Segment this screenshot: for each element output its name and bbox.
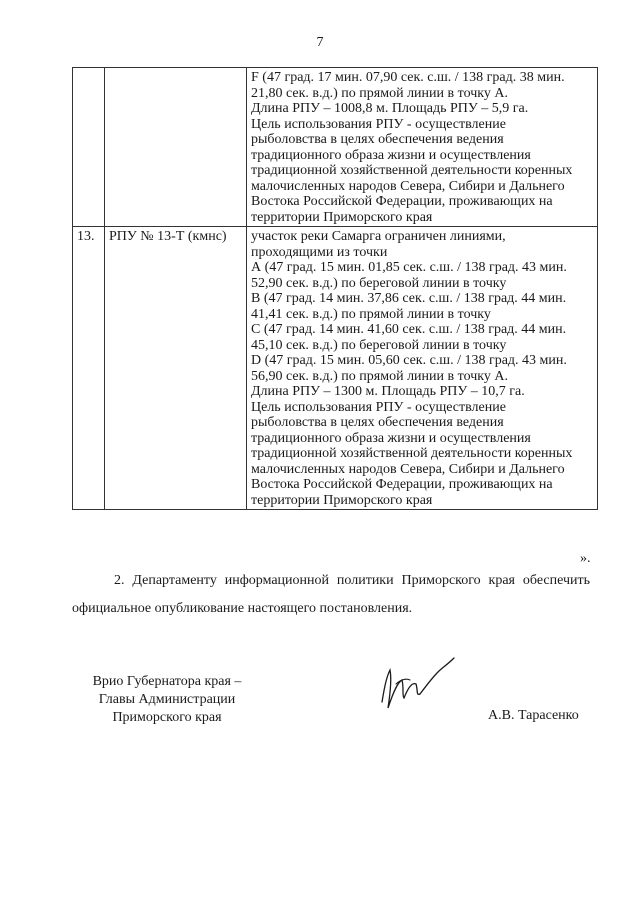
- row-number-cell: 13.: [73, 227, 105, 510]
- description-line: В (47 град. 14 мин. 37,86 сек. с.ш. / 138 град. 44 мин.: [251, 291, 567, 306]
- description-line: С (47 град. 14 мин. 41,60 сек. с.ш. / 138 град. 44 мин.: [251, 322, 567, 337]
- closing-quote: ».: [580, 551, 591, 566]
- description-line: рыболовства в целях обеспечения ведения: [251, 132, 504, 147]
- description-line: проходящими из точки: [251, 244, 388, 260]
- description-line: Цель использования РПУ - осуществление: [251, 399, 506, 415]
- description-line: 56,90 сек. в.д.) по прямой линии в точку А.: [251, 368, 508, 384]
- signatory-title-line: Врио Губернатора края –: [92, 674, 242, 689]
- row-description-cell: [247, 68, 598, 227]
- description-line: территории Приморского края: [251, 492, 433, 508]
- description-line: F (47 град. 17 мин. 07,90 сек. с.ш. / 138 град. 38 мин.: [251, 70, 565, 85]
- description-line: Востока Российской Федерации, проживающих на: [251, 477, 553, 492]
- description-line: D (47 град. 15 мин. 05,60 сек. с.ш. / 138 град. 43 мин.: [251, 353, 567, 368]
- signatory-title: [72, 673, 262, 727]
- description-line: традиционной хозяйственной деятельности коренных: [251, 163, 573, 178]
- registry-table: [72, 67, 598, 510]
- handwritten-signature: [372, 650, 472, 720]
- description-line: 41,41 сек. в.д.) по прямой линии в точку: [251, 306, 491, 322]
- description-line: малочисленных народов Севера, Сибири и Дальнего: [251, 178, 565, 194]
- description-line: Цель использования РПУ - осуществление: [251, 116, 506, 132]
- signatory-name: А.В. Тарасенко: [488, 708, 579, 723]
- row-name-cell: РПУ № 13-Т (кмнс): [105, 227, 247, 510]
- description-line: традиционной хозяйственной деятельности коренных: [251, 446, 573, 461]
- description-line: 52,90 сек. в.д.) по береговой линии в точку: [251, 275, 507, 291]
- description-line: традиционного образа жизни и осуществления: [251, 147, 531, 163]
- description-line: участок реки Самарга ограничен линиями,: [251, 229, 506, 244]
- description-line: территории Приморского края: [251, 209, 433, 225]
- description-line: традиционного образа жизни и осуществления: [251, 430, 531, 446]
- description-line: 45,10 сек. в.д.) по береговой линии в точку: [251, 337, 507, 353]
- row-description-cell: [247, 227, 598, 510]
- description-line: Востока Российской Федерации, проживающих на: [251, 194, 553, 209]
- description-line: А (47 град. 15 мин. 01,85 сек. с.ш. / 138 град. 43 мин.: [251, 260, 567, 275]
- description-line: Длина РПУ – 1300 м. Площадь РПУ – 10,7 га.: [251, 384, 525, 399]
- description-line: 21,80 сек. в.д.) по прямой линии в точку А.: [251, 85, 508, 101]
- table-row: [73, 68, 598, 227]
- signatory-title-line: Приморского края: [112, 710, 222, 725]
- page-number: 7: [316, 35, 324, 50]
- table-row: [73, 227, 598, 510]
- paragraph-publication: 2. Департаменту информационной политики Приморского края обеспечить официальное опубликование настоящего постановления.: [72, 573, 590, 616]
- row-number-cell: [73, 68, 105, 227]
- row-name-cell: [105, 68, 247, 227]
- description-line: рыболовства в целях обеспечения ведения: [251, 415, 504, 430]
- signatory-title-line: Главы Администрации: [98, 692, 236, 707]
- description-line: малочисленных народов Севера, Сибири и Дальнего: [251, 461, 565, 477]
- description-line: Длина РПУ – 1008,8 м. Площадь РПУ – 5,9 га.: [251, 101, 529, 116]
